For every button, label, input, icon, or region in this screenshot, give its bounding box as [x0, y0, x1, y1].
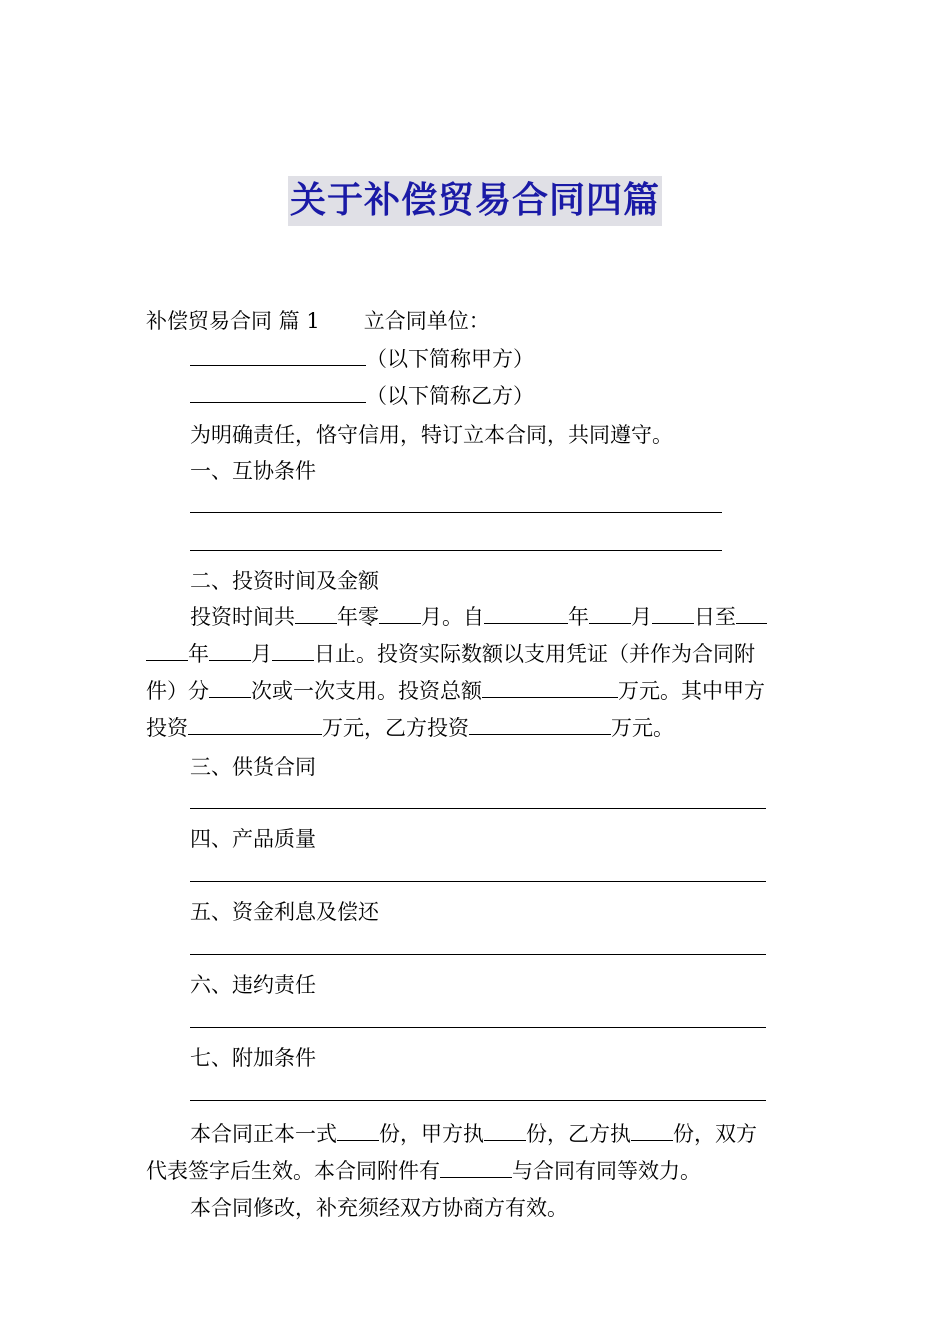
copies-text-5: 代表签字后生效。本合同附件有	[146, 1159, 440, 1183]
inv-text-10: 件）分	[146, 679, 209, 703]
inv-text-6: 日至	[694, 605, 736, 629]
section-heading-5: 五、资金利息及偿还	[190, 900, 379, 924]
copies-line-1	[190, 1118, 757, 1149]
inv-blank-party-b	[469, 712, 611, 735]
inv-text-13: 投资	[146, 716, 188, 740]
party-b-blank	[190, 380, 366, 403]
party-b-line	[190, 380, 534, 411]
inv-blank-end-year-b	[146, 638, 188, 661]
copies-text-1: 本合同正本一式	[190, 1122, 337, 1146]
inv-text-9: 日止。投资实际数额以支用凭证（并作为合同附	[314, 642, 755, 666]
copies-blank-party-a	[484, 1118, 526, 1141]
inv-text-4: 年	[568, 605, 589, 629]
inv-blank-end-year-a	[736, 601, 767, 624]
inv-text-5: 月	[631, 605, 652, 629]
inv-text-3: 月。自	[421, 605, 484, 629]
blank-line-4	[190, 881, 766, 882]
blank-line-7	[190, 1100, 766, 1101]
investment-line-3	[146, 675, 765, 706]
blank-line-3	[190, 808, 766, 809]
inv-text-1: 投资时间共	[190, 605, 295, 629]
inv-blank-end-day	[272, 638, 314, 661]
inv-text-11: 次或一次支用。投资总额	[251, 679, 482, 703]
investment-line-2	[146, 638, 755, 669]
inv-blank-months	[379, 601, 421, 624]
investment-line-4	[146, 712, 674, 743]
inv-blank-end-month	[209, 638, 251, 661]
document-title: 关于补偿贸易合同四篇	[288, 176, 662, 226]
copies-text-4: 份，双方	[673, 1122, 757, 1146]
party-b-label: （以下简称乙方）	[366, 384, 534, 408]
inv-text-14: 万元，乙方投资	[322, 716, 469, 740]
copies-blank-party-b	[631, 1118, 673, 1141]
section-heading-3: 三、供货合同	[190, 755, 316, 779]
document-title-wrap	[0, 176, 950, 226]
copies-line-2	[146, 1155, 701, 1186]
copies-text-6: 与合同有同等效力。	[512, 1159, 701, 1183]
inv-blank-years	[295, 601, 337, 624]
amendment: 本合同修改，补充须经双方协商方有效。	[190, 1196, 568, 1220]
preamble: 为明确责任，恪守信用，特订立本合同，共同遵守。	[190, 423, 673, 447]
investment-line-1	[190, 601, 767, 632]
section-heading-6: 六、违约责任	[190, 973, 316, 997]
blank-line-6	[190, 1027, 766, 1028]
party-a-blank	[190, 343, 366, 366]
copies-blank-total	[337, 1118, 379, 1141]
intro-line	[146, 306, 490, 336]
copies-text-3: 份，乙方执	[526, 1122, 631, 1146]
inv-blank-times	[209, 675, 251, 698]
blank-line-1b	[190, 550, 722, 551]
inv-blank-start-year	[484, 601, 568, 624]
copies-text-2: 份，甲方执	[379, 1122, 484, 1146]
party-a-line	[190, 343, 534, 374]
inv-blank-start-month	[589, 601, 631, 624]
party-a-label: （以下简称甲方）	[366, 347, 534, 371]
section-heading-7: 七、附加条件	[190, 1046, 316, 1070]
copies-blank-attachments	[440, 1155, 512, 1178]
blank-line-5	[190, 954, 766, 955]
inv-blank-party-a	[188, 712, 322, 735]
units-label: 立合同单位：	[363, 309, 490, 333]
blank-line-1a	[190, 512, 722, 513]
section-heading-4: 四、产品质量	[190, 827, 316, 851]
inv-text-12: 万元。其中甲方	[618, 679, 765, 703]
contract-heading: 补偿贸易合同 篇 1	[146, 309, 320, 333]
inv-blank-total	[482, 675, 618, 698]
inv-text-2: 年零	[337, 605, 379, 629]
inv-text-15: 万元。	[611, 716, 674, 740]
inv-text-8: 月	[251, 642, 272, 666]
inv-blank-start-day	[652, 601, 694, 624]
section-heading-1: 一、互协条件	[190, 459, 316, 483]
section-heading-2: 二、投资时间及金额	[190, 569, 379, 593]
inv-text-7: 年	[188, 642, 209, 666]
